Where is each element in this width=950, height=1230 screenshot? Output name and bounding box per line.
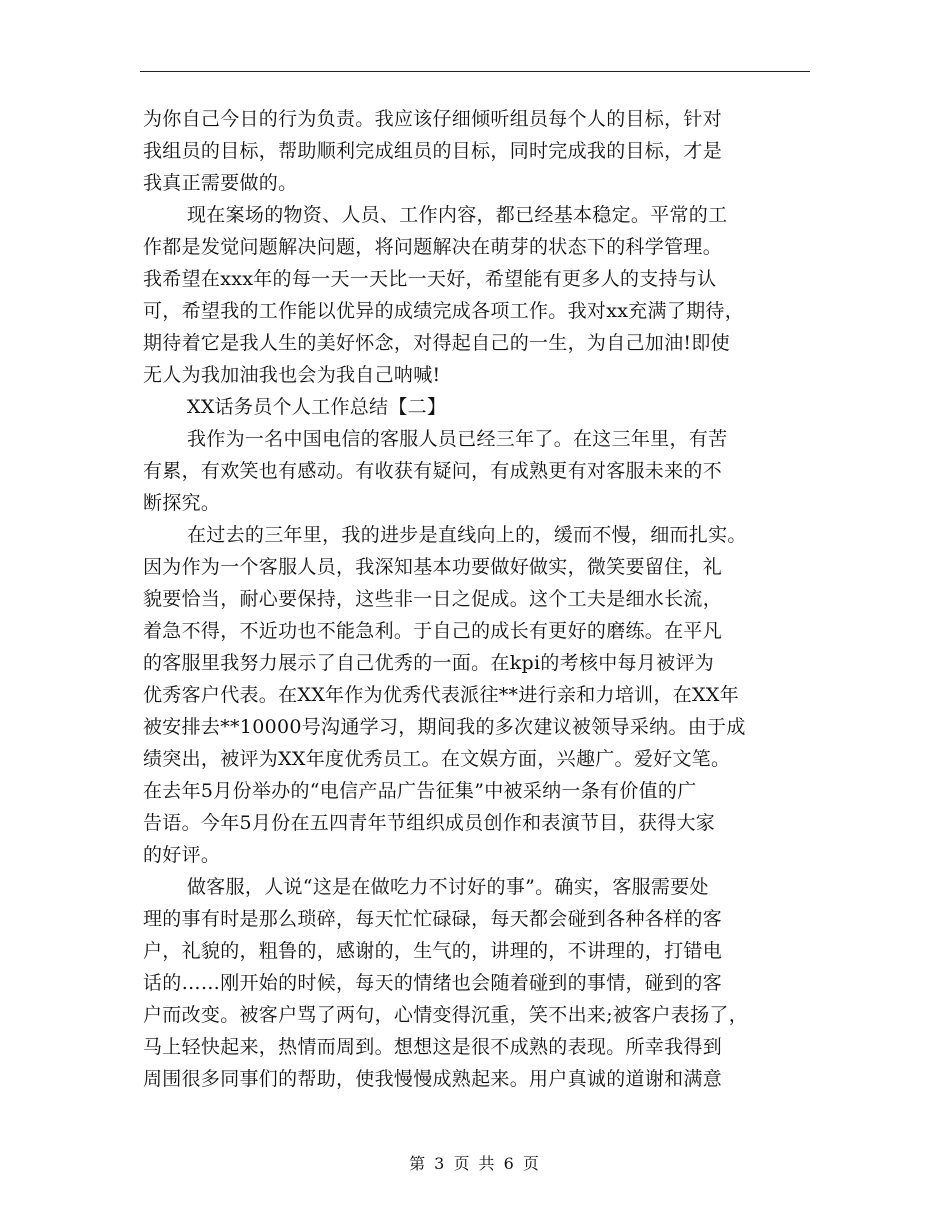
text-line: 周围很多同事们的帮助，使我慢慢成熟起来。用户真诚的道谢和满意 bbox=[143, 1068, 723, 1090]
text-line: 马上轻快起来，热情而周到。想想这是很不成熟的表现。所幸我得到 bbox=[143, 1036, 723, 1058]
text-line: 在去年5月份举办的“电信产品广告征集”中被采纳一条有价值的广 bbox=[143, 780, 697, 802]
text-line: 的客服里我努力展示了自己优秀的一面。在kpi的考核中每月被评为 bbox=[143, 652, 715, 674]
text-line: 绩突出，被评为XX年度优秀员工。在文娱方面，兴趣广。爱好文笔。 bbox=[143, 748, 731, 770]
text-line: 因为作为一个客服人员，我深知基本功要做好做实，微笑要留住，礼 bbox=[143, 556, 723, 578]
page-number-footer: 第 3 页 共 6 页 bbox=[409, 1154, 541, 1173]
text-line: 为你自己今日的行为负责。我应该仔细倾听组员每个人的目标，针对 bbox=[143, 108, 723, 130]
text-line: 着急不得，不近功也不能急利。于自己的成长有更好的磨练。在平凡 bbox=[143, 620, 723, 642]
text-line: 优秀客户代表。在XX年作为优秀代表派往**进行亲和力培训，在XX年 bbox=[143, 684, 740, 706]
text-line: 户，礼貌的，粗鲁的，感谢的，生气的，讲理的，不讲理的，打错电 bbox=[143, 940, 723, 962]
text-line: 户而改变。被客户骂了两句，心情变得沉重，笑不出来;被客户表扬了， bbox=[143, 1004, 749, 1026]
text-line: 话的……刚开始的时候，每天的情绪也会随着碰到的事情，碰到的客 bbox=[143, 972, 723, 994]
text-line: 我希望在xxx年的每一天一天比一天好，希望能有更多人的支持与认 bbox=[143, 268, 717, 290]
text-line: 做客服，人说“这是在做吃力不讨好的事”。确实，客服需要处 bbox=[187, 876, 709, 898]
body-text bbox=[143, 103, 823, 1095]
text-line: 我作为一名中国电信的客服人员已经三年了。在这三年里，有苦 bbox=[187, 428, 728, 450]
text-line: 理的事有时是那么琐碎，每天忙忙碌碌，每天都会碰到各种各样的客 bbox=[143, 908, 723, 930]
text-line: 的好评。 bbox=[143, 844, 221, 866]
text-line: 被安排去**10000号沟通学习，期间我的多次建议被领导采纳。由于成 bbox=[143, 716, 746, 738]
header-rule bbox=[140, 71, 810, 72]
text-line: 断探究。 bbox=[143, 492, 221, 514]
text-line: 有累，有欢笑也有感动。有收获有疑问，有成熟更有对客服未来的不 bbox=[143, 460, 723, 482]
text-line: 作都是发觉问题解决问题，将问题解决在萌芽的状态下的科学管理。 bbox=[143, 236, 723, 258]
text-line: 现在案场的物资、人员、工作内容，都已经基本稳定。平常的工 bbox=[187, 204, 728, 226]
text-line: 无人为我加油我也会为我自己呐喊! bbox=[143, 364, 441, 386]
text-line: 我真正需要做的。 bbox=[143, 172, 298, 194]
text-line: 告语。今年5月份在五四青年节组织成员创作和表演节目，获得大家 bbox=[143, 812, 716, 834]
text-line: 在过去的三年里，我的进步是直线向上的，缓而不慢，细而扎实。 bbox=[187, 524, 747, 546]
text-line: 貌要恰当，耐心要保持，这些非一日之促成。这个工夫是细水长流， bbox=[143, 588, 723, 610]
text-line: 我组员的目标，帮助顺利完成组员的目标，同时完成我的目标，才是 bbox=[143, 140, 723, 162]
text-line: 期待着它是我人生的美好怀念，对得起自己的一生，为自己加油!即使 bbox=[143, 332, 730, 354]
text-line: 可，希望我的工作能以优异的成绩完成各项工作。我对xx充满了期待， bbox=[143, 300, 745, 322]
section-heading: XX话务员个人工作总结【二】 bbox=[187, 396, 447, 418]
